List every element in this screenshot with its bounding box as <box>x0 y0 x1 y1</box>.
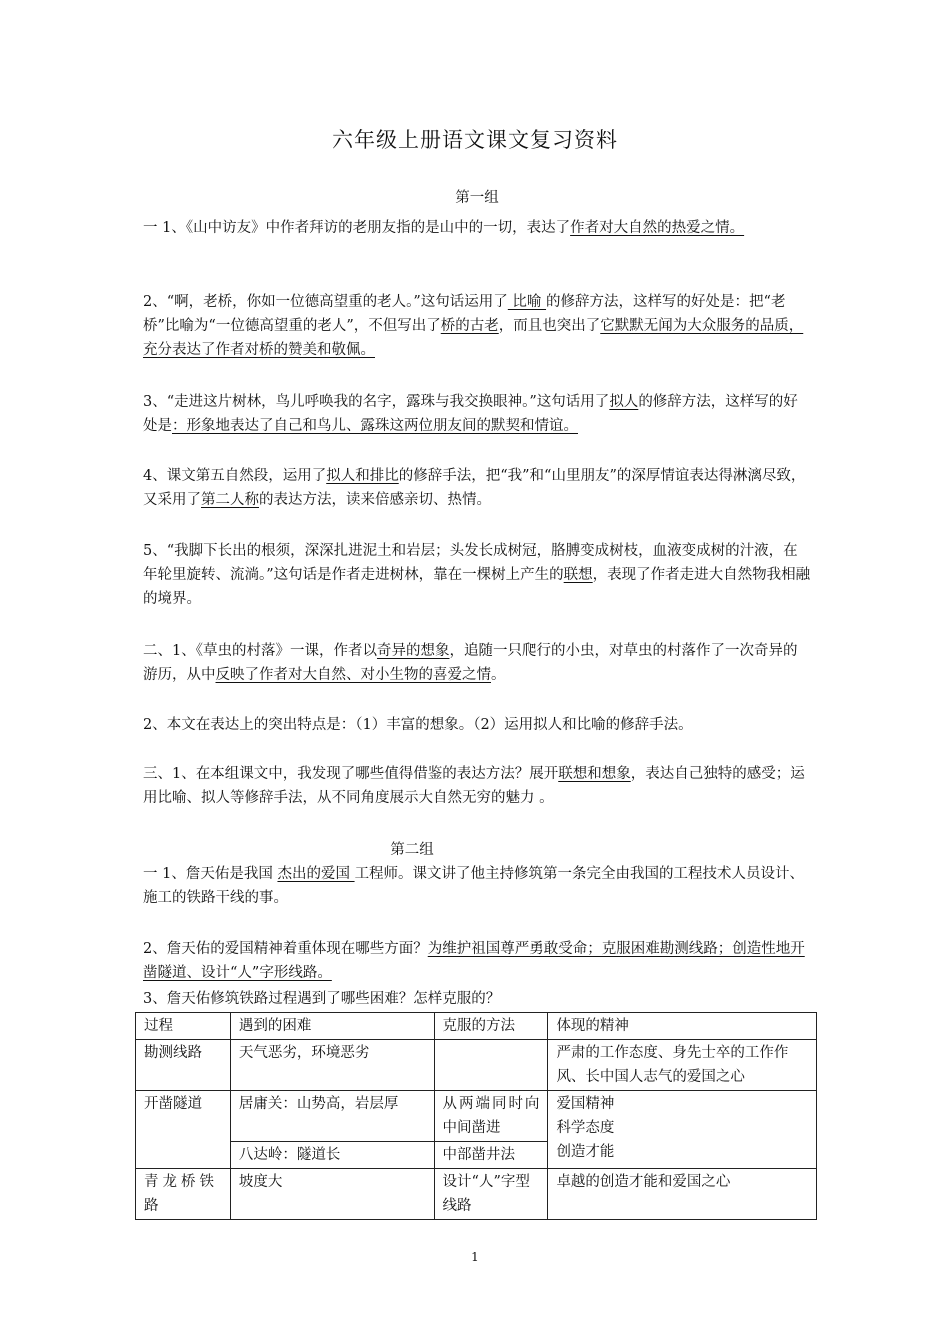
table-cell: 居庸关：山势高，岩层厚 <box>230 1091 434 1142</box>
table-cell <box>434 1040 548 1091</box>
table-header-cell: 体现的精神 <box>548 1013 817 1040</box>
table-cell: 严肃的工作态度、身先士卒的工作作风、长中国人志气的爱国之心 <box>548 1040 817 1091</box>
table-header-row <box>136 1013 817 1040</box>
paragraph-2: 2、“啊，老桥，你如一位德高望重的老人。”这句话运用了 比喻 的修辞方法，这样写的好处是：把“老桥”比喻为“一位德高望重的老人”，不但写出了桥的古老，而且也突出了它默默无闻为大众服务的品质，充分表达了作者对桥的赞美和敬佩。 <box>143 294 804 358</box>
table-header-cell: 过程 <box>136 1013 231 1040</box>
table-cell: 青龙桥铁路 <box>136 1169 231 1220</box>
paragraph-7: 2、本文在表达上的突出特点是：（1）丰富的想象。（2）运用拟人和比喻的修辞手法。 <box>143 717 693 733</box>
answer-underline: 作者对大自然的热爱之情。 <box>570 220 745 236</box>
answer-underline: 联想 <box>563 567 593 583</box>
answer-underline: 反映了作者对大自然、对小生物的喜爱之情 <box>215 667 491 683</box>
answer-underline: 第二人称 <box>201 492 259 508</box>
table-cell: 爱国精神 科学态度 创造才能 <box>548 1091 817 1169</box>
paragraph-4: 4、课文第五自然段，运用了拟人和排比的修辞手法，把“我”和“山里朋友”的深厚情谊表达得淋漓尽致，又采用了第二人称的表达方法，读来倍感亲切、热情。 <box>143 468 806 508</box>
paragraph-5: 5、“我脚下长出的根须，深深扎进泥土和岩层；头发长成树冠，胳膊变成树枝，血液变成树的汁液，在年轮里旋转、流淌。”这句话是作者走进树林，靠在一棵树上产生的联想，表现了作者走进大自然物我相融的境界。 <box>143 543 811 607</box>
answer-underline: 奇异的想象 <box>376 643 450 659</box>
table-header-cell: 遇到的困难 <box>230 1013 434 1040</box>
paragraph-1: 一 1、《山中访友》中作者拜访的老朋友指的是山中的一切，表达了作者对大自然的热爱之情。 <box>143 220 745 236</box>
answer-underline: 它默默无闻为大众服务的品质，充分表达了作者对桥的赞美和敬佩。 <box>143 318 804 358</box>
paragraph-6: 二、1、《草虫的村落》一课，作者以奇异的想象，追随一只爬行的小虫，对草虫的村落作了一次奇异的游历，从中反映了作者对大自然、对小生物的喜爱之情。 <box>143 643 798 683</box>
answer-underline: 拟人 <box>609 394 639 410</box>
table-row <box>136 1091 817 1142</box>
answer-underline: 比喻 <box>507 294 547 310</box>
section-heading-group1: 第一组 <box>455 190 499 206</box>
answer-underline: 桥的古老 <box>440 318 499 334</box>
paragraph-11: 3、詹天佑修筑铁路过程遇到了哪些困难？怎样克服的？ <box>143 991 501 1007</box>
paragraph-10: 2、詹天佑的爱国精神着重体现在哪些方面？为维护祖国尊严勇敢受命；克服困难勘测线路；创造性地开凿隧道、设计“人”字形线路。 <box>143 941 805 981</box>
table-cell: 从两端同时向中间凿进 <box>434 1091 548 1142</box>
table-cell: 卓越的创造才能和爱国之心 <box>548 1169 817 1220</box>
answer-underline: 为维护祖国尊严勇敢受命；克服困难勘测线路；创造性地开凿隧道、设计“人”字形线路。 <box>143 941 805 981</box>
section-heading-group2: 第二组 <box>390 842 434 858</box>
difficulty-table <box>135 1012 817 1220</box>
answer-underline: 杰出的爱国 <box>277 866 355 882</box>
table-cell: 开凿隧道 <box>136 1091 231 1169</box>
table-cell: 中部凿井法 <box>434 1142 548 1169</box>
table-header-cell: 克服的方法 <box>434 1013 548 1040</box>
paragraph-8: 三、1、在本组课文中，我发现了哪些值得借鉴的表达方法？展开联想和想象，表达自己独特的感受；运用比喻、拟人等修辞手法，从不同角度展示大自然无穷的魅力 。 <box>143 766 805 806</box>
paragraph-3: 3、“走进这片树林，鸟儿呼唤我的名字，露珠与我交换眼神。”这句话用了拟人的修辞方法，这样写的好处是：形象地表达了自己和鸟儿、露珠这两位朋友间的默契和情谊。 <box>143 394 798 434</box>
table-cell: 设计“人”字型线路 <box>434 1169 548 1220</box>
table-row <box>136 1169 817 1220</box>
table-cell: 天气恶劣，环境恶劣 <box>230 1040 434 1091</box>
table-row <box>136 1040 817 1091</box>
answer-underline: 联想和想象 <box>558 766 631 782</box>
answer-underline: 拟人和排比 <box>326 468 399 484</box>
document-title: 六年级上册语文课文复习资料 <box>332 128 618 152</box>
table-cell: 勘测线路 <box>136 1040 231 1091</box>
table-cell: 坡度大 <box>230 1169 434 1220</box>
answer-underline: ：形象地表达了自己和鸟儿、露珠这两位朋友间的默契和情谊。 <box>172 418 578 434</box>
table-cell: 八达岭：隧道长 <box>230 1142 434 1169</box>
page-number: 1 <box>471 1250 479 1264</box>
paragraph-9: 一 1、詹天佑是我国 杰出的爱国 工程师。课文讲了他主持修筑第一条完全由我国的工程技术人员设计、施工的铁路干线的事。 <box>143 866 805 906</box>
